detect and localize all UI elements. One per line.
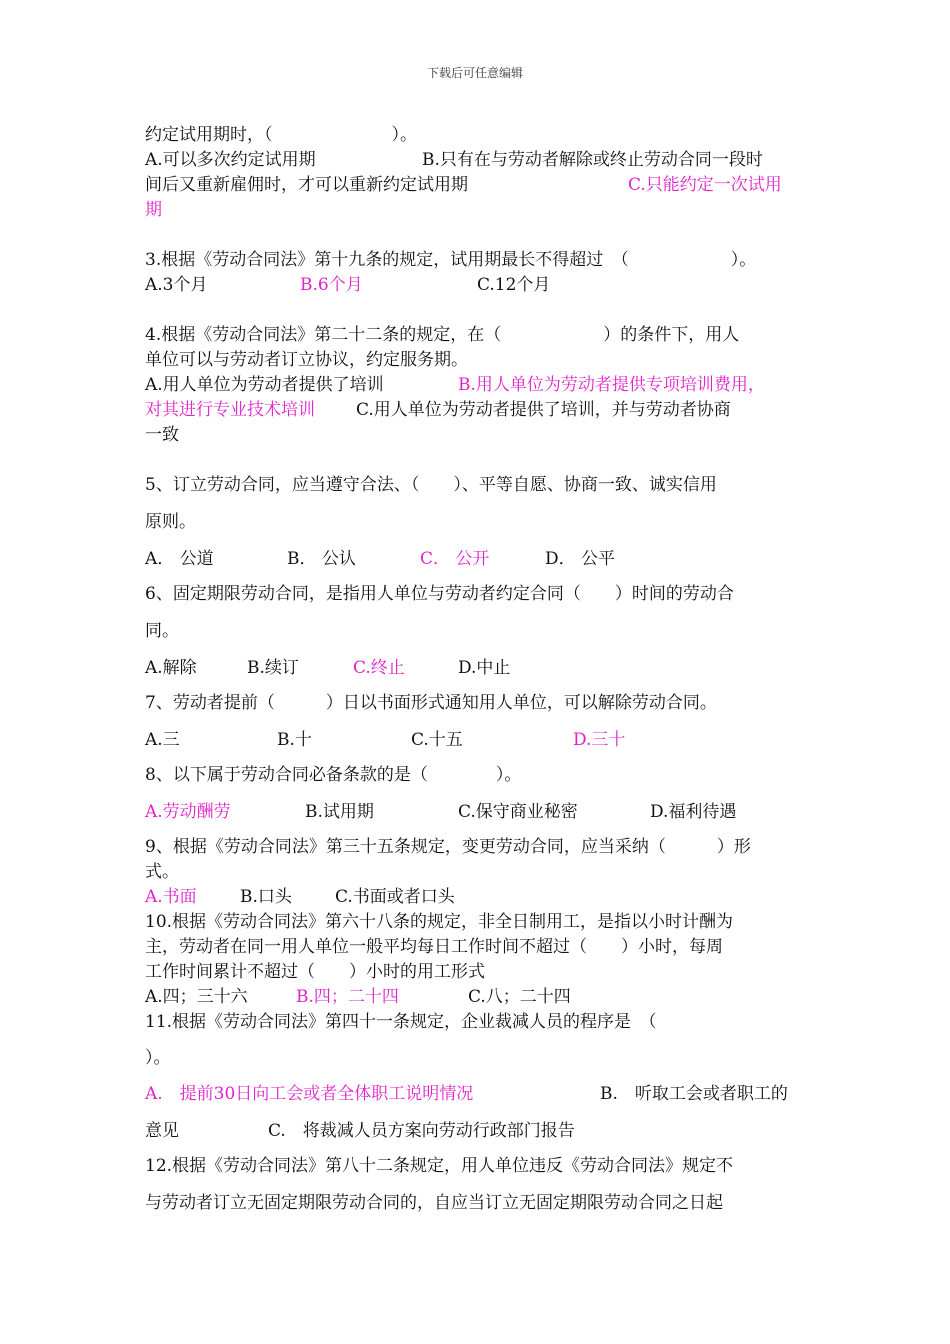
q7-option-b: B.十 bbox=[277, 730, 312, 750]
q3-option-a: A.3个月 bbox=[145, 275, 208, 295]
q10-option-b-answer: B.四；二十四 bbox=[296, 987, 399, 1007]
page-header: 下载后可任意编辑 bbox=[426, 66, 523, 80]
question-2-options-line-1 bbox=[145, 149, 763, 171]
q2-option-b: B.只有在与劳动者解除或终止劳动合同一段时 bbox=[422, 150, 763, 170]
q7-option-c: C.十五 bbox=[411, 730, 463, 750]
question-2-stem-end: 约定试用期时，（ ）。 bbox=[145, 125, 417, 145]
q4-option-a: A.用人单位为劳动者提供了培训 bbox=[145, 375, 384, 395]
q5-option-b: B． 公认 bbox=[287, 549, 356, 569]
question-11-options-line-2 bbox=[145, 1120, 575, 1142]
q2-option-b-cont: 间后又重新雇佣时，才可以重新约定试用期 bbox=[145, 175, 468, 195]
question-2-options-line-2 bbox=[145, 174, 782, 196]
q7-option-d-answer: D.三十 bbox=[573, 730, 626, 750]
q3-option-c: C.12个月 bbox=[477, 275, 551, 295]
question-5-stem-line-2: 原则。 bbox=[145, 512, 196, 532]
question-7-stem: 7、劳动者提前（ ）日以书面形式通知用人单位，可以解除劳动合同。 bbox=[145, 693, 717, 713]
question-7-options bbox=[145, 729, 626, 751]
q8-option-b: B.试用期 bbox=[305, 802, 374, 822]
q2-option-c-answer: C.只能约定一次试用 bbox=[628, 175, 782, 195]
q4-option-c-cont: 一致 bbox=[145, 425, 179, 445]
q9-option-a-answer: A.书面 bbox=[145, 887, 197, 907]
q7-option-a: A.三 bbox=[145, 730, 180, 750]
question-9-options bbox=[145, 886, 455, 908]
q5-option-a: A． 公道 bbox=[145, 549, 214, 569]
q5-option-d: D． 公平 bbox=[545, 549, 616, 569]
q11-option-a-answer: A. 提前30日向工会或者全体职工说明情况 bbox=[145, 1084, 474, 1104]
q5-option-c-answer: C． 公开 bbox=[420, 549, 490, 569]
question-5-options bbox=[145, 548, 616, 570]
question-9-stem-line-1: 9、根据《劳动合同法》第三十五条规定，变更劳动合同，应当采纳（ ）形 bbox=[145, 837, 751, 857]
question-10-options bbox=[145, 986, 571, 1008]
question-9-stem-line-2: 式。 bbox=[145, 862, 179, 882]
question-10-stem-line-1: 10.根据《劳动合同法》第六十八条的规定，非全日制用工，是指以小时计酬为 bbox=[145, 912, 734, 932]
q11-option-b: B. 听取工会或者职工的 bbox=[600, 1084, 788, 1104]
q8-option-d: D.福利待遇 bbox=[650, 802, 737, 822]
q11-option-c: C. 将裁减人员方案向劳动行政部门报告 bbox=[268, 1121, 575, 1141]
q6-option-b: B.续订 bbox=[247, 658, 299, 678]
question-4-stem-line-2: 单位可以与劳动者订立协议，约定服务期。 bbox=[145, 350, 468, 370]
q9-option-b: B.口头 bbox=[240, 887, 292, 907]
question-12-stem-line-2: 与劳动者订立无固定期限劳动合同的，自应当订立无固定期限劳动合同之日起 bbox=[145, 1193, 723, 1213]
question-11-options-line-1 bbox=[145, 1083, 788, 1105]
q3-option-b-answer: B.6个月 bbox=[300, 275, 363, 295]
q10-option-c: C.八；二十四 bbox=[468, 987, 571, 1007]
q8-option-a-answer: A.劳动酬劳 bbox=[145, 802, 231, 822]
question-5-stem-line-1: 5、订立劳动合同，应当遵守合法、（ ）、平等自愿、协商一致、诚实信用 bbox=[145, 475, 717, 495]
question-3-options bbox=[145, 274, 551, 296]
question-4-stem-line-1: 4.根据《劳动合同法》第二十二条的规定，在（ ）的条件下，用人 bbox=[145, 325, 740, 345]
question-6-options bbox=[145, 657, 511, 679]
q10-option-a: A.四；三十六 bbox=[145, 987, 248, 1007]
q4-option-b-answer-cont: 对其进行专业技术培训 bbox=[145, 400, 315, 420]
q6-option-d: D.中止 bbox=[458, 658, 511, 678]
question-6-stem-line-2: 同。 bbox=[145, 621, 179, 641]
question-4-options-line-1 bbox=[145, 374, 765, 396]
q2-option-c-answer-cont: 期 bbox=[145, 200, 162, 220]
question-8-stem: 8、以下属于劳动合同必备条款的是（ ）。 bbox=[145, 765, 522, 785]
q4-option-c: C.用人单位为劳动者提供了培训，并与劳动者协商 bbox=[356, 400, 731, 420]
question-11-stem-line-1: 11.根据《劳动合同法》第四十一条规定，企业裁减人员的程序是 （ bbox=[145, 1012, 657, 1032]
q6-option-a: A.解除 bbox=[145, 658, 197, 678]
question-3-stem: 3.根据《劳动合同法》第十九条的规定，试用期最长不得超过 （ ）。 bbox=[145, 250, 757, 270]
question-11-stem-line-2: ）。 bbox=[145, 1048, 171, 1068]
question-10-stem-line-3: 工作时间累计不超过（ ）小时的用工形式 bbox=[145, 962, 485, 982]
q4-option-b-answer: B.用人单位为劳动者提供专项培训费用， bbox=[458, 375, 765, 395]
question-6-stem-line-1: 6、固定期限劳动合同，是指用人单位与劳动者约定合同（ ）时间的劳动合 bbox=[145, 584, 734, 604]
q9-option-c: C.书面或者口头 bbox=[335, 887, 455, 907]
question-12-stem-line-1: 12.根据《劳动合同法》第八十二条规定，用人单位违反《劳动合同法》规定不 bbox=[145, 1156, 734, 1176]
q6-option-c-answer: C.终止 bbox=[353, 658, 405, 678]
question-10-stem-line-2: 主，劳动者在同一用人单位一般平均每日工作时间不超过（ ）小时，每周 bbox=[145, 937, 723, 957]
q11-option-b-cont: 意见 bbox=[145, 1121, 179, 1141]
question-8-options bbox=[145, 801, 737, 823]
question-4-options-line-2 bbox=[145, 399, 731, 421]
q8-option-c: C.保守商业秘密 bbox=[458, 802, 578, 822]
q2-option-a: A.可以多次约定试用期 bbox=[145, 150, 316, 170]
